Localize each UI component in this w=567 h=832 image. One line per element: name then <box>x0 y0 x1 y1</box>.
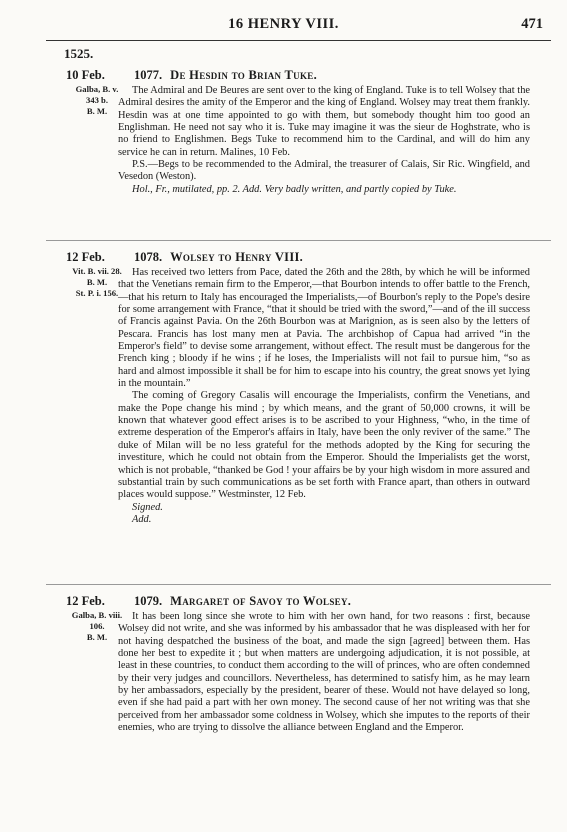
paragraph: P.S.—Begs to be recommended to the Admiral, the treasurer of Calais, Sir Ric. Wingfield, and Vesedon (Weston). <box>118 159 530 183</box>
signature-note: Signed. <box>132 501 163 513</box>
running-head-title: 16 HENRY VIII. <box>228 16 339 32</box>
reference-line: Galba, B. v. <box>75 84 119 94</box>
entry-heading <box>134 594 351 609</box>
source-note: Add. <box>132 513 152 525</box>
reference-line: 343 b. <box>86 95 108 105</box>
reference-line: B. M. <box>86 106 108 116</box>
page-number: 471 <box>521 16 543 32</box>
reference-line: St. P. i. 156. <box>75 288 119 298</box>
year-label: 1525. <box>64 46 94 61</box>
entry-title: Wolsey to Henry VIII. <box>170 250 304 264</box>
paragraph: The coming of Gregory Casalis will encourage the Imperialists, confirm the Venetians, and make the Pope change his mind ; by which means, and the grant of 50,000 crowns, it will be known that whatever good effect arises is to be ascribed to your Highness, “who, in the time of extreme desperation of the Emperor's affairs in Italy, have been the only reviver of the same.” The duke of Milan will be no less grateful for the methods adopted by the King for securing the investiture, which he could not obtain from the Emperor. Should the Imperialists get the worst, which is not probable, “thanked be God ! your affairs be by your high wisdom in more assured and substantial train by such communications as be set forth with France apart, than others in outward places would suppose.” Westminster, 12 Feb. <box>118 390 530 501</box>
entry-title: De Hesdin to Brian Tuke. <box>170 68 318 82</box>
running-head <box>0 14 567 38</box>
entry-divider <box>46 240 551 241</box>
reference-line: Vit. B. vii. 28. <box>72 266 122 276</box>
entry-number: 1077. <box>134 68 163 82</box>
source-note: Hol., Fr., mutilated, pp. 2. Add. Very badly written, and partly copied by Tuke. <box>132 183 457 195</box>
paragraph: The Admiral and De Beures are sent over to the king of England. Tuke is to tell Wolsey that the Admiral desires the amity of the Emperor and the king of England. Wolsey may treat them frankly. Hesdin was at one time appointed to go with them, but somebody thought him too good an Englishman. He need not say who it is. Tuke may imagine it was the sieur de Hoghstrate, who is no friend to Englishmen. Begs Tuke to recommend him to the Cardinal, and will do him any service he can in return. Malines, 10 Feb. <box>118 85 530 158</box>
entry-heading <box>134 250 303 265</box>
entry-body <box>118 85 530 196</box>
entry-divider <box>46 584 551 585</box>
reference-line: 106. <box>89 621 105 631</box>
entry-number: 1079. <box>134 594 163 608</box>
entry-date: 10 Feb. <box>66 68 105 82</box>
entry-date: 12 Feb. <box>66 250 105 264</box>
header-rule <box>46 40 551 41</box>
entry-body <box>118 267 530 526</box>
reference-line: Galba, B. viii. <box>71 610 123 620</box>
entry-heading <box>134 68 317 83</box>
entry-number: 1078. <box>134 250 163 264</box>
reference-line: B. M. <box>86 632 108 642</box>
paragraph: Has received two letters from Pace, dated the 26th and the 28th, by which he will be informed that the Venetians remain firm to the Emperor,—that Bourbon intends to offer battle to the French,—that his return to Italy has encouraged the Imperialists,—of Bourbon's reply to the Pope's desire for some arrangement with France, “that it should be tried with the sword,”—and of the ill success of Francis against Pavia. On the 26th Bourbon was at Marignion, as is seen also by the letters of Pescara. Francis has lost many men at Pavia. The archbishop of Capua had arrived “in the Emperor's field” to devise some arrangement, without effect. The result must be dangerous for the French king ; bloody if he wins ; if he loses, the Imperialists will not fail to pursue him, “so as hard and almost impossible it shall be for him to escape into his country, the great snows yet lying in the mountain.” <box>118 267 530 390</box>
entry-date: 12 Feb. <box>66 594 105 608</box>
entry-title: Margaret of Savoy to Wolsey. <box>170 594 352 608</box>
paragraph: It has been long since she wrote to him with her own hand, for two reasons : first, because Wolsey did not write, and she was informed by his ambassador that he was displeased with her for not having despatched the business of the boat, and made the sign [agreed] between them. Has done her best to expedite it ; but when matters are undergoing adjudication, it is not possible, at least in these countries, to conduct them according to the will of princes, who are often condemned by their very judges and councillors. Nevertheless, has determined to satisfy him, as he may learn by her ambassadors, especially by the president, bearer of these. Would not have delayed so long, even if she had paid a part with her own money. The second cause of her not writing was that she perceived from her ambassador some coldness in Wolsey, which she imputes to the reports of their enemies, who are trying to dissolve the alliance between England and the Emperor. <box>118 611 530 734</box>
reference-line: B. M. <box>86 277 108 287</box>
entry-body <box>118 611 530 734</box>
